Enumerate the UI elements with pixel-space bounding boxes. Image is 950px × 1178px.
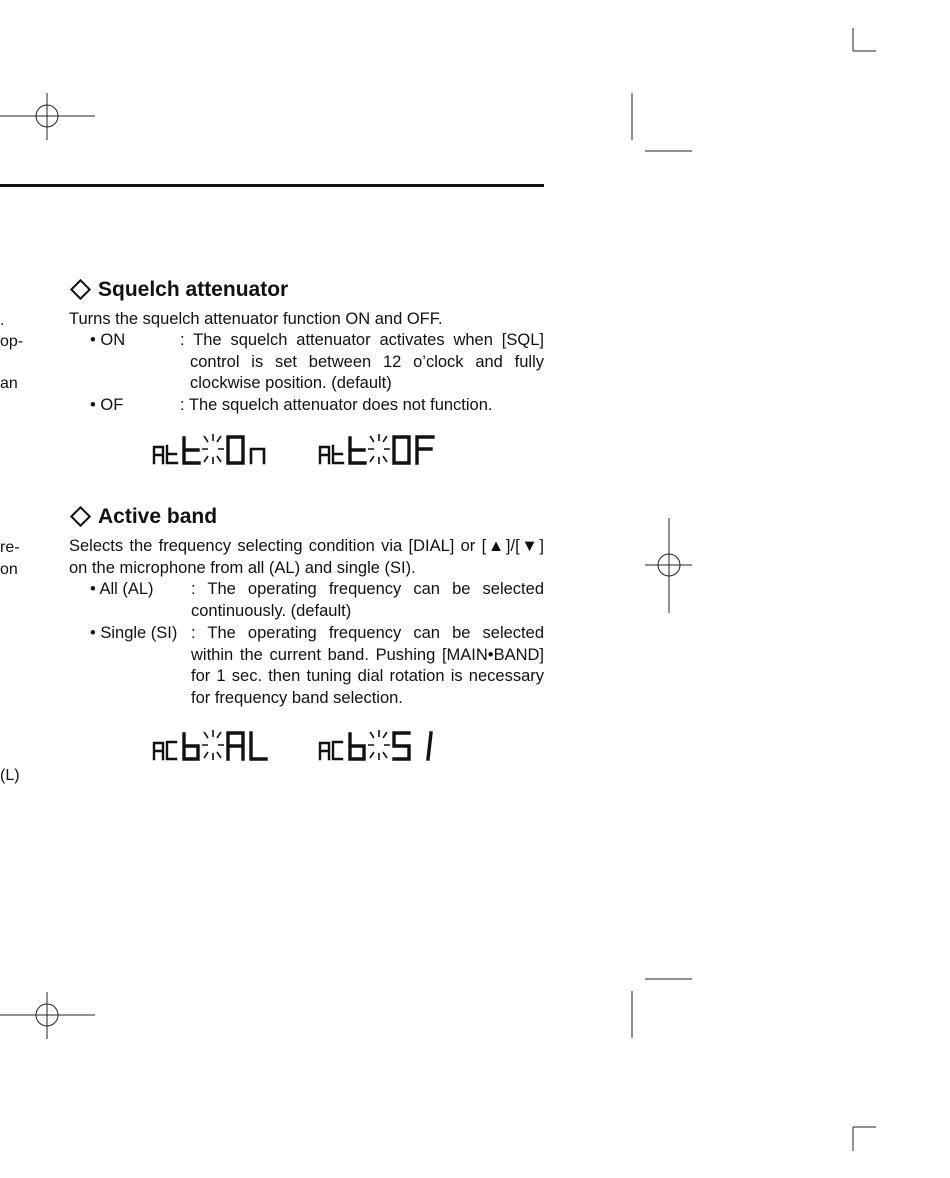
option-label: • ON bbox=[90, 331, 126, 349]
option-description: : The operating frequency can be selected continuously. (default) bbox=[191, 580, 544, 620]
section-title: Active band bbox=[98, 505, 218, 528]
left-edge-fragment: . bbox=[0, 312, 5, 329]
option-item-of bbox=[90, 395, 544, 417]
option-description: : The squelch attenuator does not function. bbox=[180, 396, 493, 414]
diamond-icon bbox=[70, 506, 91, 527]
section-heading-active-band bbox=[69, 504, 217, 530]
option-description: : The operating frequency can be selected within the current band. Pushing [MAIN•BAND] for 1 sec. then tuning dial rotation is necessary for frequency band selection. bbox=[191, 624, 544, 707]
section-intro: Turns the squelch attenuator function ON and OFF. bbox=[69, 310, 443, 328]
option-label: • OF bbox=[90, 396, 124, 414]
header-rule bbox=[0, 184, 544, 187]
option-label: • All (AL) bbox=[90, 580, 154, 598]
left-edge-fragment: op- bbox=[0, 333, 24, 350]
lcd-display-acb-si bbox=[318, 728, 444, 764]
left-edge-fragment: on bbox=[0, 561, 18, 578]
left-edge-fragment: an bbox=[0, 375, 18, 392]
lcd-display-att-on bbox=[152, 432, 278, 468]
left-edge-fragment: re- bbox=[0, 539, 20, 556]
section-intro: Selects the frequency selecting condition via [DIAL] or [▲]/[▼] on the microphone from all (AL) and single (SI). bbox=[69, 537, 544, 577]
option-label: • Single (SI) bbox=[90, 624, 178, 642]
option-description: : The squelch attenuator activates when [SQL] control is set between 12 o’clock and fully clockwise position. (default) bbox=[180, 331, 544, 392]
section-title: Squelch attenuator bbox=[98, 278, 289, 301]
option-item-single bbox=[90, 623, 544, 709]
option-item-all bbox=[90, 579, 544, 623]
lcd-display-att-of bbox=[318, 432, 444, 468]
option-item-on bbox=[90, 330, 544, 395]
lcd-display-acb-al bbox=[152, 728, 278, 764]
left-edge-fragment: (L) bbox=[0, 767, 20, 784]
section-heading-squelch bbox=[69, 277, 288, 303]
diamond-icon bbox=[70, 279, 91, 300]
